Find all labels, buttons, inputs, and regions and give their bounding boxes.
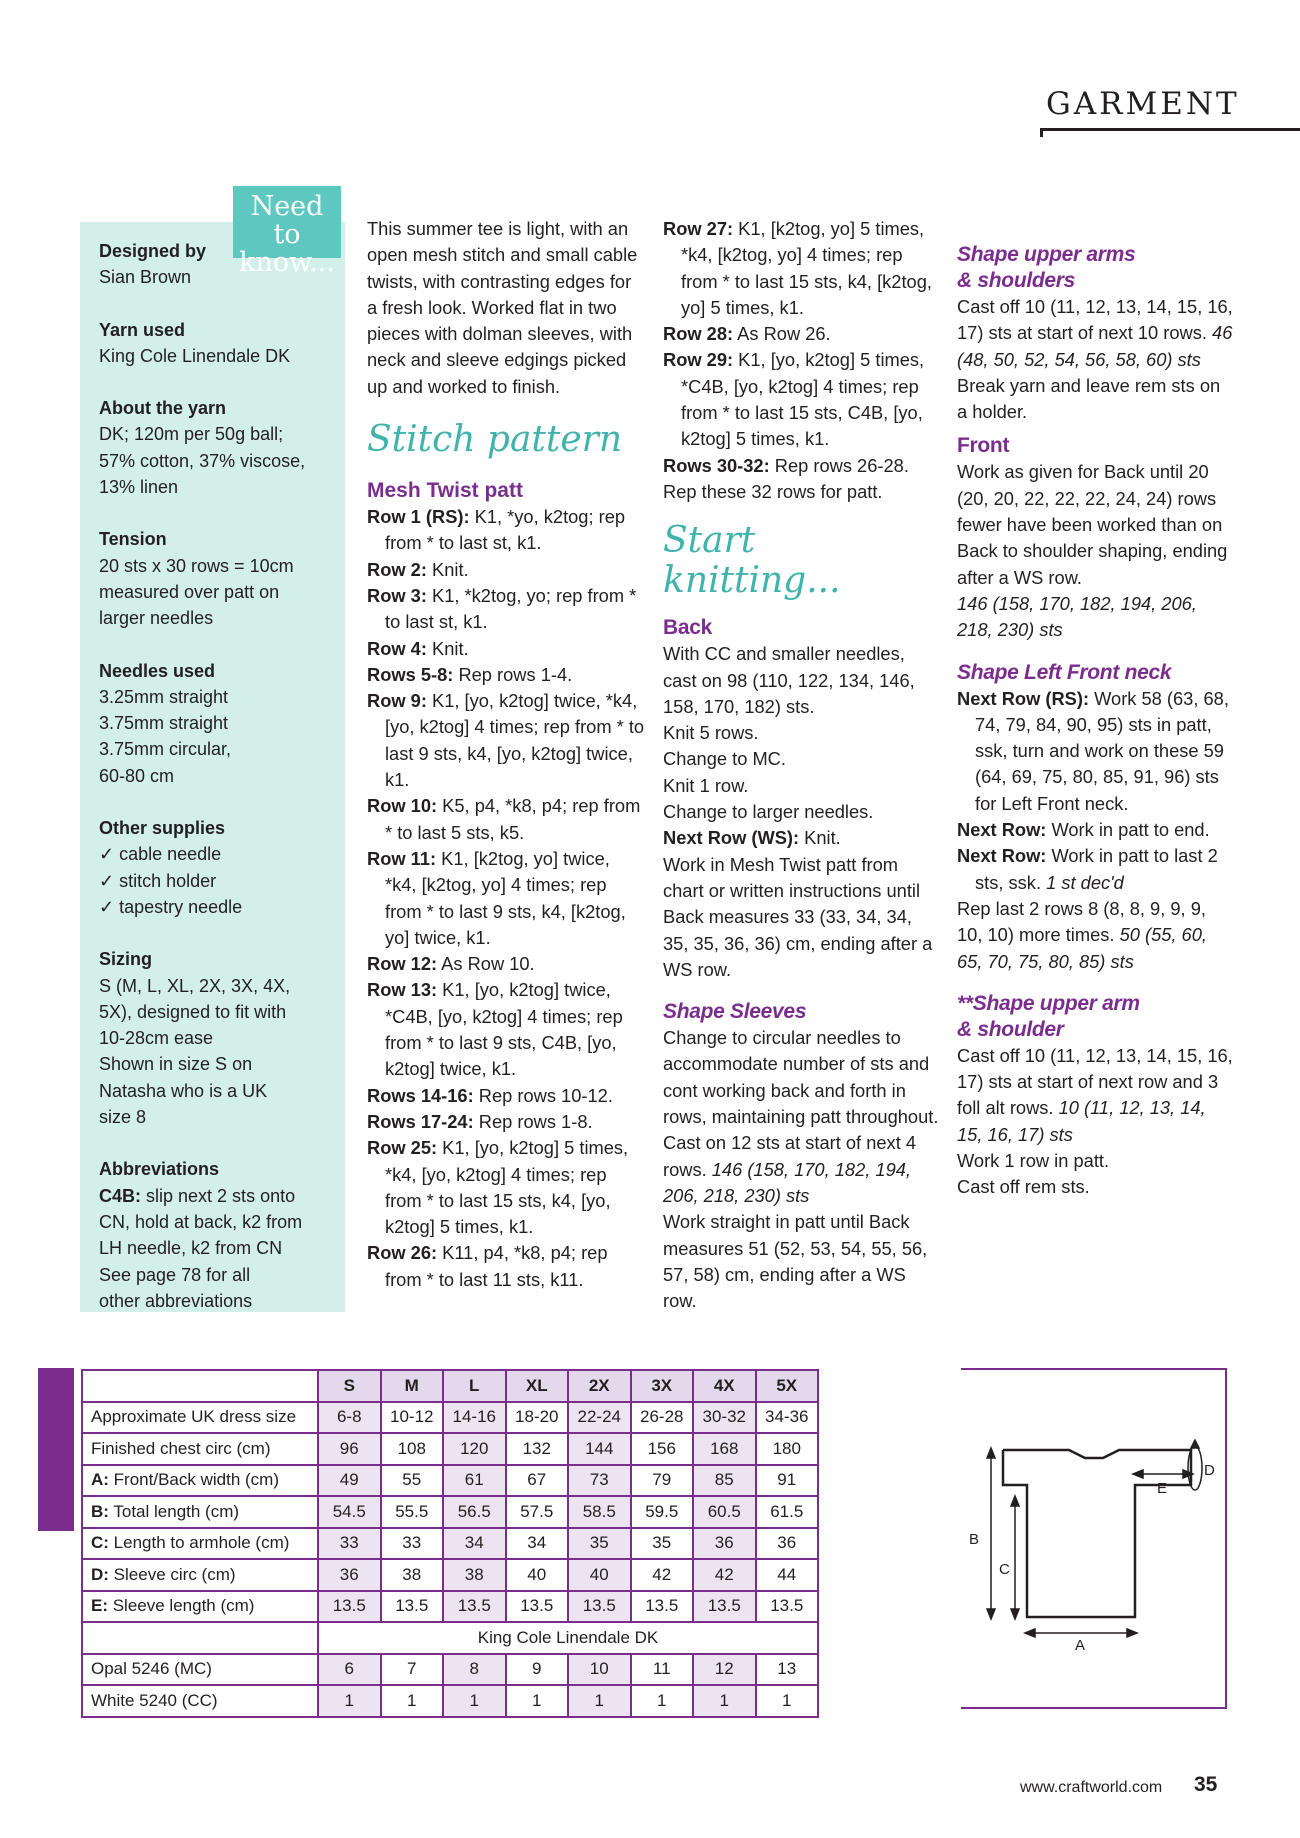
pattern-row-label: Row 10:: [367, 795, 438, 817]
table-cell: 79: [631, 1465, 694, 1497]
table-cell: 61: [443, 1465, 506, 1497]
table-cell: 13.5: [631, 1591, 694, 1623]
back-text: With CC and smaller needles, cast on 98 (110, 122, 134, 146, 158, 170, 182) sts.: [663, 643, 915, 717]
diagram-label-a: A: [1075, 1637, 1086, 1654]
pattern-row-text: K1, [yo, k2tog] 5 times, *C4B, [yo, k2tog] 4 times; rep from * to last 15 sts, C4B, [yo, k2tog] 5 times, k1.: [681, 349, 925, 450]
knit-1-row: Knit 1 row.: [663, 774, 749, 796]
shape-upper-arms-heading-2: & shoulders: [957, 269, 1076, 292]
table-cell: 49: [318, 1465, 381, 1497]
size-header-cell: S: [318, 1370, 381, 1402]
table-cell: 96: [318, 1433, 381, 1465]
header-rule: [1040, 128, 1300, 131]
table-cell: 13.5: [443, 1591, 506, 1623]
pattern-row: [367, 1109, 645, 1135]
pattern-row-text: K1, [k2tog, yo] 5 times, *k4, [k2tog, yo] 4 times; rep from * to last 15 sts, k4, [k2tog, yo] 5 times, k1.: [681, 218, 932, 318]
table-cell: 35: [631, 1528, 694, 1560]
table-header-row: [82, 1370, 818, 1402]
arm-count: 10 (11, 12, 13, 14, 15, 16, 17) sts: [957, 1097, 1206, 1145]
size-header-cell: 5X: [756, 1370, 819, 1402]
next-row-label: Next Row:: [957, 845, 1047, 867]
pattern-row: [367, 662, 645, 688]
table-cell: 33: [318, 1528, 381, 1560]
tee-outline: [1003, 1450, 1191, 1617]
rep-last: [957, 896, 1235, 975]
next-row-text: Work in patt to last 2 sts, ssk.: [975, 845, 1218, 893]
table-cell: 36: [756, 1528, 819, 1560]
abbrev-line: CN, hold at back, k2 from: [99, 1211, 303, 1232]
table-row: [82, 1433, 818, 1465]
measurement-label: [82, 1591, 318, 1623]
next-row-rs-label: Next Row (RS):: [957, 687, 1090, 709]
dec-note: 1 st dec'd: [1046, 871, 1124, 893]
table-cell: 33: [381, 1528, 444, 1560]
badge-line-1: Need to: [250, 191, 324, 250]
yarn-used-value: King Cole Linendale DK: [99, 345, 291, 366]
table-cell: 73: [568, 1465, 631, 1497]
sizing-line: 5X), designed to fit with: [99, 1001, 287, 1022]
pattern-row-label: Rows 30-32:: [663, 454, 770, 476]
diagram-label-b: B: [969, 1531, 980, 1548]
table-cell: 67: [506, 1465, 569, 1497]
pattern-row-label: Rows 17-24:: [367, 1110, 474, 1132]
yarn-row: [82, 1685, 818, 1717]
table-cell: 58.5: [568, 1496, 631, 1528]
upper-text: [957, 294, 1235, 373]
sizing-line: S (M, L, XL, 2X, 3X, 4X,: [99, 975, 291, 996]
c-arrow-top: [1011, 1496, 1019, 1506]
table-cell: 13.5: [568, 1591, 631, 1623]
diagram-label-e: E: [1157, 1480, 1168, 1497]
table-cell: 30-32: [693, 1402, 756, 1434]
abbrev-label: Abbreviations: [99, 1159, 220, 1180]
yarn-cell: 9: [506, 1654, 569, 1686]
table-corner-cell: [82, 1370, 318, 1402]
a-arrow-left: [1025, 1629, 1035, 1637]
shape-sleeves-heading: Shape Sleeves: [663, 1000, 807, 1024]
front-count: 146 (158, 170, 182, 194, 206, 218, 230) sts: [957, 592, 1197, 641]
pattern-row: [367, 1083, 645, 1109]
measurement-key: E:: [91, 1596, 108, 1616]
tension-label: Tension: [99, 529, 167, 550]
table-row: [82, 1559, 818, 1591]
sidebar-content: [99, 238, 339, 1314]
sizing-line: 10-28cm ease: [99, 1028, 214, 1049]
table-cell: 34: [506, 1528, 569, 1560]
size-header-cell: 3X: [631, 1370, 694, 1402]
pattern-row-label: Row 9:: [367, 690, 427, 712]
shape-upper-arm-heading-2: & shoulder: [957, 1017, 1064, 1041]
measurement-label-text: Sleeve circ (cm): [108, 1564, 236, 1584]
about-yarn-line: 57% cotton, 37% viscose,: [99, 450, 306, 471]
pattern-row-label: Row 13:: [367, 979, 438, 1001]
table-cell: 13.5: [506, 1591, 569, 1623]
pattern-row-text: K1, [yo, k2tog] twice, *k4, [yo, k2tog] 4 times; rep from * to last 9 sts, k4, [yo, k2tog] twice, k1.: [385, 690, 645, 791]
pattern-row-label: Row 1 (RS):: [367, 506, 470, 528]
abbrev-line: LH needle, k2 from CN: [99, 1238, 283, 1259]
cast-on-12: [663, 1130, 939, 1209]
sizing-line: size 8: [99, 1107, 147, 1128]
yarn-cell: 1: [318, 1685, 381, 1717]
table-cell: 91: [756, 1465, 819, 1497]
cast-on-12-count: 146 (158, 170, 182, 194, 206, 218, 230) sts: [663, 1158, 911, 1206]
a-arrow-right: [1127, 1629, 1137, 1637]
pattern-row: [367, 1135, 645, 1240]
size-header-cell: M: [381, 1370, 444, 1402]
front-text: Work as given for Back until 20 (20, 20, 22, 22, 22, 24, 24) rows fewer have been worked than on Back to shoulder shaping, ending after a WS row.: [957, 461, 1228, 588]
pattern-row-text: Rep rows 26-28.: [769, 454, 909, 476]
table-cell: 10-12: [381, 1402, 444, 1434]
measurement-label-text: Length to armhole (cm): [108, 1533, 290, 1553]
yarn-cell: 1: [381, 1685, 444, 1717]
rep-last-text: Rep last 2 rows 8 (8, 8, 9, 9, 9, 10, 10) more times.: [957, 897, 1206, 946]
supplies-line: ✓ tapestry needle: [99, 896, 243, 917]
garment-diagram: [961, 1368, 1227, 1709]
yarn-label-row: [82, 1622, 818, 1654]
needles-label: Needles used: [99, 660, 216, 681]
e-arrow-left: [1133, 1470, 1143, 1478]
measurement-label-text: Total length (cm): [108, 1501, 240, 1521]
table-cell: 34-36: [756, 1402, 819, 1434]
badge-line-2: know...: [239, 247, 335, 278]
mesh-rows: [367, 504, 645, 1293]
next-row-2: [957, 843, 1235, 896]
yarn-cell: 1: [443, 1685, 506, 1717]
find-your-size-label: Find your size: [8, 1382, 31, 1518]
yarn-cell: 13: [756, 1654, 819, 1686]
table-cell: 36: [318, 1559, 381, 1591]
sizing-line: Shown in size S on: [99, 1054, 253, 1075]
pattern-row-text: K1, [yo, k2tog] twice, *C4B, [yo, k2tog] 4 times; rep from * to last 9 sts, C4B, [yo, k2tog] twice, k1.: [385, 979, 623, 1080]
needles-line: 3.75mm circular,: [99, 739, 232, 760]
start-knitting-heading: Start knitting...: [663, 520, 841, 602]
pattern-row-text: K1, [k2tog, yo] twice, *k4, [k2tog, yo] 4 times; rep from * to last 9 sts, k4, [k2tog, yo] twice, k1.: [385, 847, 626, 948]
pattern-row: [663, 216, 939, 321]
supplies-line: ✓ stitch holder: [99, 870, 217, 891]
header-rule-tick: [1040, 128, 1043, 137]
diagram-label-d: D: [1204, 1462, 1215, 1479]
pattern-row-label: Row 4:: [367, 637, 427, 659]
pattern-row-text: Knit.: [426, 558, 469, 580]
shape-upper-arms-heading-1: Shape upper arms: [957, 243, 1136, 266]
mesh-rows-cont: [663, 216, 939, 479]
table-cell: 85: [693, 1465, 756, 1497]
table-cell: 13.5: [756, 1591, 819, 1623]
measurement-label: [82, 1496, 318, 1528]
measurement-key: D:: [91, 1564, 109, 1584]
table-cell: 55: [381, 1465, 444, 1497]
table-row: [82, 1402, 818, 1434]
break-yarn: Break yarn and leave rem sts on a holder.: [957, 374, 1221, 423]
pattern-row-label: Row 29:: [663, 349, 734, 371]
sizing-label: Sizing: [99, 949, 152, 970]
table-cell: 44: [756, 1559, 819, 1591]
rep-last-count: 50 (55, 60, 65, 70, 75, 80, 85) sts: [957, 924, 1207, 972]
measurement-label: [82, 1402, 318, 1434]
diagram-label-c: C: [999, 1561, 1010, 1578]
table-cell: 13.5: [381, 1591, 444, 1623]
table-cell: 108: [381, 1433, 444, 1465]
d-arrow: [1191, 1440, 1199, 1448]
next-row-ws: [663, 825, 939, 851]
column-3: [957, 242, 1235, 1201]
table-cell: 42: [631, 1559, 694, 1591]
pattern-row: [367, 504, 645, 557]
pattern-row-label: Rows 14-16:: [367, 1084, 474, 1106]
pattern-row: [367, 793, 645, 846]
pattern-row: [367, 688, 645, 793]
pattern-row-text: K1, *yo, k2tog; rep from * to last st, k1.: [385, 506, 626, 554]
arm-text: [957, 1043, 1235, 1148]
size-header-cell: L: [443, 1370, 506, 1402]
table-cell: 60.5: [693, 1496, 756, 1528]
tension-line: larger needles: [99, 608, 214, 629]
cast-off-rem: Cast off rem sts.: [957, 1176, 1090, 1198]
pattern-row-text: Rep rows 1-4.: [453, 663, 573, 685]
tension-line: 20 sts x 30 rows = 10cm: [99, 555, 294, 576]
work-straight-text: Work straight in patt until Back measures 51 (52, 53, 54, 55, 56, 57, 58) cm, ending after a WS row.: [663, 1211, 928, 1312]
measurement-key: B:: [91, 1501, 109, 1521]
table-row: [82, 1528, 818, 1560]
yarn-row: [82, 1654, 818, 1686]
size-header-cell: 4X: [693, 1370, 756, 1402]
yarn-cell: 11: [631, 1654, 694, 1686]
about-yarn-line: 13% linen: [99, 477, 179, 498]
pattern-row-text: Knit.: [426, 637, 469, 659]
measurement-label: [82, 1433, 318, 1465]
table-cell: 144: [568, 1433, 631, 1465]
yarn-cell: 8: [443, 1654, 506, 1686]
yarn-blank-cell: [82, 1622, 318, 1654]
table-cell: 40: [568, 1559, 631, 1591]
yarn-used-label: Yarn used: [99, 319, 186, 340]
yarn-cell: 12: [693, 1654, 756, 1686]
abbrev-line: See page 78 for all: [99, 1264, 251, 1285]
yarn-cell: 1: [756, 1685, 819, 1717]
yarn-cell: 7: [381, 1654, 444, 1686]
c-arrow-bottom: [1011, 1609, 1019, 1619]
pattern-row-text: K1, [yo, k2tog] 5 times, *k4, [yo, k2tog] 4 times; rep from * to last 15 sts, k4, [yo, k2tog] 5 times, k1.: [385, 1137, 629, 1238]
needles-line: 3.25mm straight: [99, 686, 229, 707]
pattern-row: [367, 636, 645, 662]
needles-line: 60-80 cm: [99, 765, 175, 786]
measurement-label-text: Front/Back width (cm): [108, 1470, 279, 1490]
pattern-row-label: Row 25:: [367, 1137, 438, 1159]
intro-paragraph: This summer tee is light, with an open mesh stitch and small cable twists, with contrasting edges for a fresh look. Worked flat in two pieces with dolman sleeves, with neck and sleeve edgings picked up and worked to finish.: [367, 218, 638, 397]
table-cell: 59.5: [631, 1496, 694, 1528]
pattern-row-label: Row 12:: [367, 953, 438, 975]
next-row-ws-text: Knit.: [799, 827, 841, 849]
yarn-cell: 10: [568, 1654, 631, 1686]
yarn-cell: 6: [318, 1654, 381, 1686]
designed-by-value: Sian Brown: [99, 267, 192, 288]
tension-line: measured over patt on: [99, 581, 280, 602]
table-cell: 180: [756, 1433, 819, 1465]
find-your-size-tab: [38, 1368, 74, 1531]
next-row-rs: [957, 686, 1235, 817]
table-cell: 61.5: [756, 1496, 819, 1528]
next-row-rs-text: Work 58 (63, 68, 74, 79, 84, 90, 95) sts in patt, ssk, turn and work on these 59 (64, 69, 75, 80, 85, 91, 96) sts for Left Front neck.: [975, 687, 1229, 814]
stitch-pattern-heading: Stitch pattern: [367, 419, 623, 461]
pattern-row-text: K1, *k2tog, yo; rep from * to last st, k1.: [385, 584, 637, 633]
pattern-row: [367, 977, 645, 1082]
pattern-row-text: As Row 10.: [437, 953, 535, 975]
pattern-row-label: Row 27:: [663, 218, 734, 239]
about-yarn-line: DK; 120m per 50g ball;: [99, 424, 284, 445]
back-heading: Back: [663, 616, 713, 640]
pattern-row-label: Row 3:: [367, 584, 427, 606]
yarn-cell: 1: [506, 1685, 569, 1717]
supplies-line: ✓ cable needle: [99, 844, 222, 865]
pattern-row-label: Row 2:: [367, 558, 427, 580]
upper-text-body: Cast off 10 (11, 12, 13, 14, 15, 16, 17) sts at start of next 10 rows.: [957, 296, 1233, 344]
table-cell: 120: [443, 1433, 506, 1465]
measurement-label-text: Approximate UK dress size: [91, 1407, 297, 1427]
b-arrow-top: [987, 1448, 995, 1458]
pattern-row-text: As Row 26.: [733, 323, 831, 345]
arm-text-body: Cast off 10 (11, 12, 13, 14, 15, 16, 17) sts at start of next row and 3 foll alt rows.: [957, 1044, 1233, 1119]
table-cell: 13.5: [693, 1591, 756, 1623]
next-row-ws-label: Next Row (WS):: [663, 827, 800, 849]
work-1-row: Work 1 row in patt.: [957, 1150, 1110, 1172]
shape-left-front-neck-heading: Shape Left Front neck: [957, 660, 1172, 684]
page-number: 35: [1194, 1773, 1218, 1796]
pattern-row: [663, 347, 939, 452]
knit-5-rows: Knit 5 rows.: [663, 722, 759, 744]
table-cell: 34: [443, 1528, 506, 1560]
table-cell: 38: [443, 1559, 506, 1591]
table-cell: 38: [381, 1559, 444, 1591]
table-cell: 56.5: [443, 1496, 506, 1528]
column-1: [367, 216, 645, 1293]
table-cell: 35: [568, 1528, 631, 1560]
table-cell: 42: [693, 1559, 756, 1591]
size-header-cell: XL: [506, 1370, 569, 1402]
yarn-cell: 1: [568, 1685, 631, 1717]
abbrev-line: other abbreviations: [99, 1290, 253, 1311]
front-heading: Front: [957, 434, 1010, 458]
next-row-text: Work in patt to end.: [1046, 819, 1210, 841]
needles-line: 3.75mm straight: [99, 713, 229, 734]
table-cell: 6-8: [318, 1402, 381, 1434]
table-cell: 22-24: [568, 1402, 631, 1434]
yarn-label-cell: King Cole Linendale DK: [318, 1622, 818, 1654]
pattern-row: [663, 453, 939, 479]
abbrev-text: slip next 2 sts onto: [141, 1185, 296, 1206]
section-label: GARMENT: [1046, 86, 1240, 122]
column-2: [663, 216, 939, 1314]
upper-count: 46 (48, 50, 52, 54, 56, 58, 60) sts: [957, 322, 1233, 370]
table-cell: 13.5: [318, 1591, 381, 1623]
measurement-key: C:: [91, 1533, 109, 1553]
mesh-twist-heading: Mesh Twist patt: [367, 479, 523, 503]
sleeves-text: Change to circular needles to accommodate number of sts and cont working back and forth in rows, maintaining patt throughout.: [663, 1027, 939, 1128]
yarn-row-label: White 5240 (CC): [82, 1685, 318, 1717]
measurement-label: [82, 1465, 318, 1497]
designed-by-label: Designed by: [99, 241, 207, 261]
pattern-row: [367, 951, 645, 977]
change-larger: Change to larger needles.: [663, 801, 874, 823]
footer-url[interactable]: www.craftworld.com: [1020, 1779, 1163, 1796]
next-row-1: [957, 817, 1235, 843]
table-cell: 57.5: [506, 1496, 569, 1528]
table-cell: 14-16: [443, 1402, 506, 1434]
size-header-cell: 2X: [568, 1370, 631, 1402]
pattern-row-label: Rows 5-8:: [367, 663, 454, 685]
work-mesh-text: Work in Mesh Twist patt from chart or written instructions until Back measures 33 (33, 34, 34, 35, 35, 36, 36) cm, ending after a WS row.: [663, 853, 933, 980]
about-yarn-label: About the yarn: [99, 398, 227, 419]
measurement-label-text: Finished chest circ (cm): [91, 1438, 271, 1458]
table-cell: 36: [693, 1528, 756, 1560]
table-cell: 156: [631, 1433, 694, 1465]
measurement-label-text: Sleeve length (cm): [108, 1596, 255, 1616]
table-cell: 55.5: [381, 1496, 444, 1528]
pattern-row: [663, 321, 939, 347]
table-cell: 18-20: [506, 1402, 569, 1434]
supplies-label: Other supplies: [99, 818, 226, 839]
pattern-row-label: Row 28:: [663, 323, 734, 345]
yarn-cell: 1: [631, 1685, 694, 1717]
pattern-row-label: Row 26:: [367, 1242, 438, 1264]
change-to-mc: Change to MC.: [663, 748, 786, 770]
b-arrow-bottom: [987, 1609, 995, 1619]
pattern-row-text: Rep rows 1-8.: [473, 1110, 593, 1132]
table-row: [82, 1591, 818, 1623]
pattern-row-text: Rep rows 10-12.: [473, 1084, 613, 1106]
next-row-label: Next Row:: [957, 819, 1047, 841]
shape-upper-arm-heading-1: **Shape upper arm: [957, 991, 1140, 1015]
pattern-row-text: K11, p4, *k8, p4; rep from * to last 11 sts, k11.: [385, 1242, 608, 1290]
yarn-row-label: Opal 5246 (MC): [82, 1654, 318, 1686]
pattern-row: [367, 583, 645, 636]
pattern-row: [367, 1240, 645, 1293]
table-row: [82, 1465, 818, 1497]
table-cell: 26-28: [631, 1402, 694, 1434]
table-cell: 132: [506, 1433, 569, 1465]
measurement-label: [82, 1559, 318, 1591]
measurement-label: [82, 1528, 318, 1560]
table-cell: 54.5: [318, 1496, 381, 1528]
abbrev-line: [99, 1183, 339, 1209]
pattern-row: [367, 846, 645, 951]
table-row: [82, 1496, 818, 1528]
table-cell: 168: [693, 1433, 756, 1465]
abbrev-term: C4B:: [99, 1185, 142, 1206]
pattern-row: [367, 557, 645, 583]
yarn-cell: 1: [693, 1685, 756, 1717]
pattern-row-label: Row 11:: [367, 847, 437, 869]
pattern-row-text: K5, p4, *k8, p4; rep from * to last 5 sts, k5.: [385, 795, 641, 843]
table-cell: 40: [506, 1559, 569, 1591]
cast-on-12-text: Cast on 12 sts at start of next 4 rows.: [663, 1132, 917, 1180]
sizing-line: Natasha who is a UK: [99, 1080, 268, 1101]
measurement-key: A:: [91, 1470, 109, 1490]
rep-note: Rep these 32 rows for patt.: [663, 480, 883, 502]
size-table: [81, 1369, 819, 1718]
